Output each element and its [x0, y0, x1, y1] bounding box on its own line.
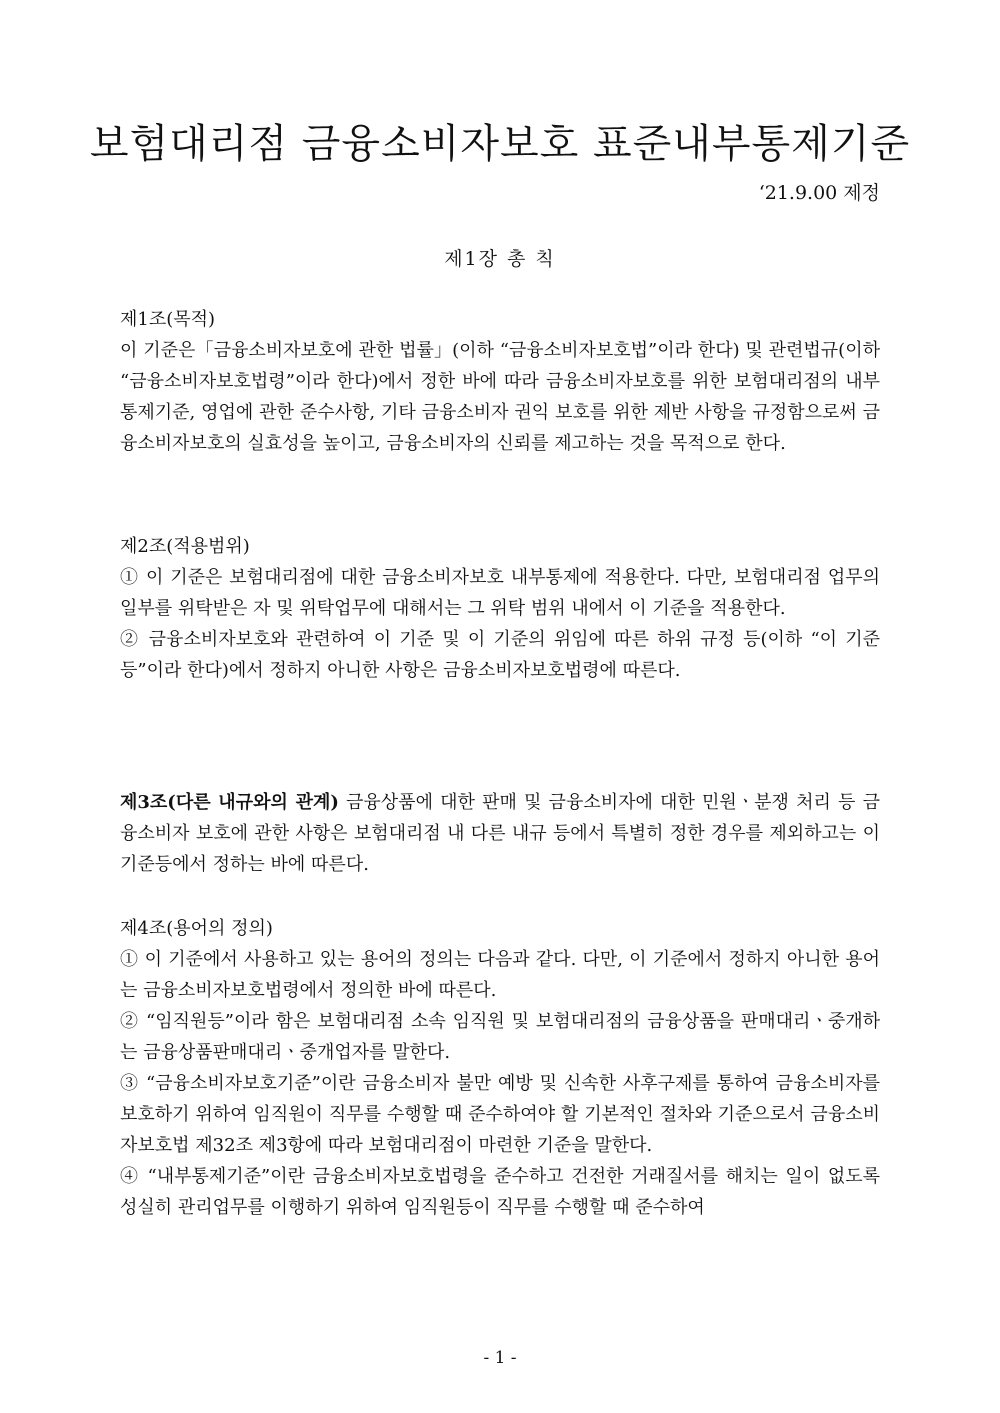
article-2-paragraph-2: ② 금융소비자보호와 관련하여 이 기준 및 이 기준의 위임에 따른 하위 규정 등(이하 “이 기준등”이라 한다)에서 정하지 아니한 사항은 금융소비자보호법령에 따른다. [120, 629, 880, 681]
article-3 [120, 787, 880, 880]
article-3-heading: 제3조(다른 내규와의 관계) [120, 792, 339, 813]
article-1-body: 이 기준은「금융소비자보호에 관한 법률」(이하 “금융소비자보호법”이라 한다) 및 관련법규(이하 “금융소비자보호법령”이라 한다)에서 정한 바에 따라 금융소비자보호를 위한 보험대리점의 내부통제기준, 영업에 관한 준수사항, 기타 금융소비자 권익 보호를 위한 제반 사항을 규정함으로써 금융소비자보호의 실효성을 높이고, 금융소비자의 신뢰를 제고하는 것을 목적으로 한다. [120, 340, 880, 454]
article-1-heading: 제1조(목적) [120, 309, 216, 330]
article-4 [120, 913, 880, 1223]
document-title: 보험대리점 금융소비자보호 표준내부통제기준 [89, 121, 911, 167]
article-3-text [120, 787, 880, 880]
article-4-heading: 제4조(용어의 정의) [120, 918, 273, 939]
article-4-paragraph-1: ① 이 기준에서 사용하고 있는 용어의 정의는 다음과 같다. 다만, 이 기준에서 정하지 아니한 용어는 금융소비자보호법령에서 정의한 바에 따른다. [120, 949, 880, 1001]
article-4-paragraph-4: ④ “내부통제기준”이란 금융소비자보호법령을 준수하고 건전한 거래질서를 해치는 일이 없도록 성실히 관리업무를 이행하기 위하여 임직원등이 직무를 수행할 때 준수하여 [120, 1166, 880, 1218]
article-4-paragraph-3: ③ “금융소비자보호기준”이란 금융소비자 불만 예방 및 신속한 사후구제를 통하여 금융소비자를 보호하기 위하여 임직원이 직무를 수행할 때 준수하여야 할 기본적인 절차와 기준으로서 금융소비자보호법 제32조 제3항에 따라 보험대리점이 마련한 기준을 말한다. [120, 1073, 880, 1156]
article-4-paragraph-2: ② “임직원등”이라 함은 보험대리점 소속 임직원 및 보험대리점의 금융상품을 판매대리ㆍ중개하는 금융상품판매대리ㆍ중개업자를 말한다. [120, 1011, 880, 1063]
article-2-paragraph-1: ① 이 기준은 보험대리점에 대한 금융소비자보호 내부통제에 적용한다. 다만, 보험대리점 업무의 일부를 위탁받은 자 및 위탁업무에 대해서는 그 위탁 범위 내에서 이 기준을 적용한다. [120, 567, 880, 619]
enactment-note: ‘21.9.00 제정 [758, 182, 880, 204]
article-2 [120, 531, 880, 686]
page-number: - 1 - [483, 1348, 517, 1368]
article-2-heading: 제2조(적용범위) [120, 536, 250, 557]
article-3-body: 금융상품에 대한 판매 및 금융소비자에 대한 민원ㆍ분쟁 처리 등 금융소비자 보호에 관한 사항은 보험대리점 내 다른 내규 등에서 특별히 정한 경우를 제외하고는 이 기준등에서 정하는 바에 따른다. [120, 792, 880, 875]
chapter-title: 제1장 총 칙 [444, 248, 556, 270]
article-1 [120, 304, 880, 459]
